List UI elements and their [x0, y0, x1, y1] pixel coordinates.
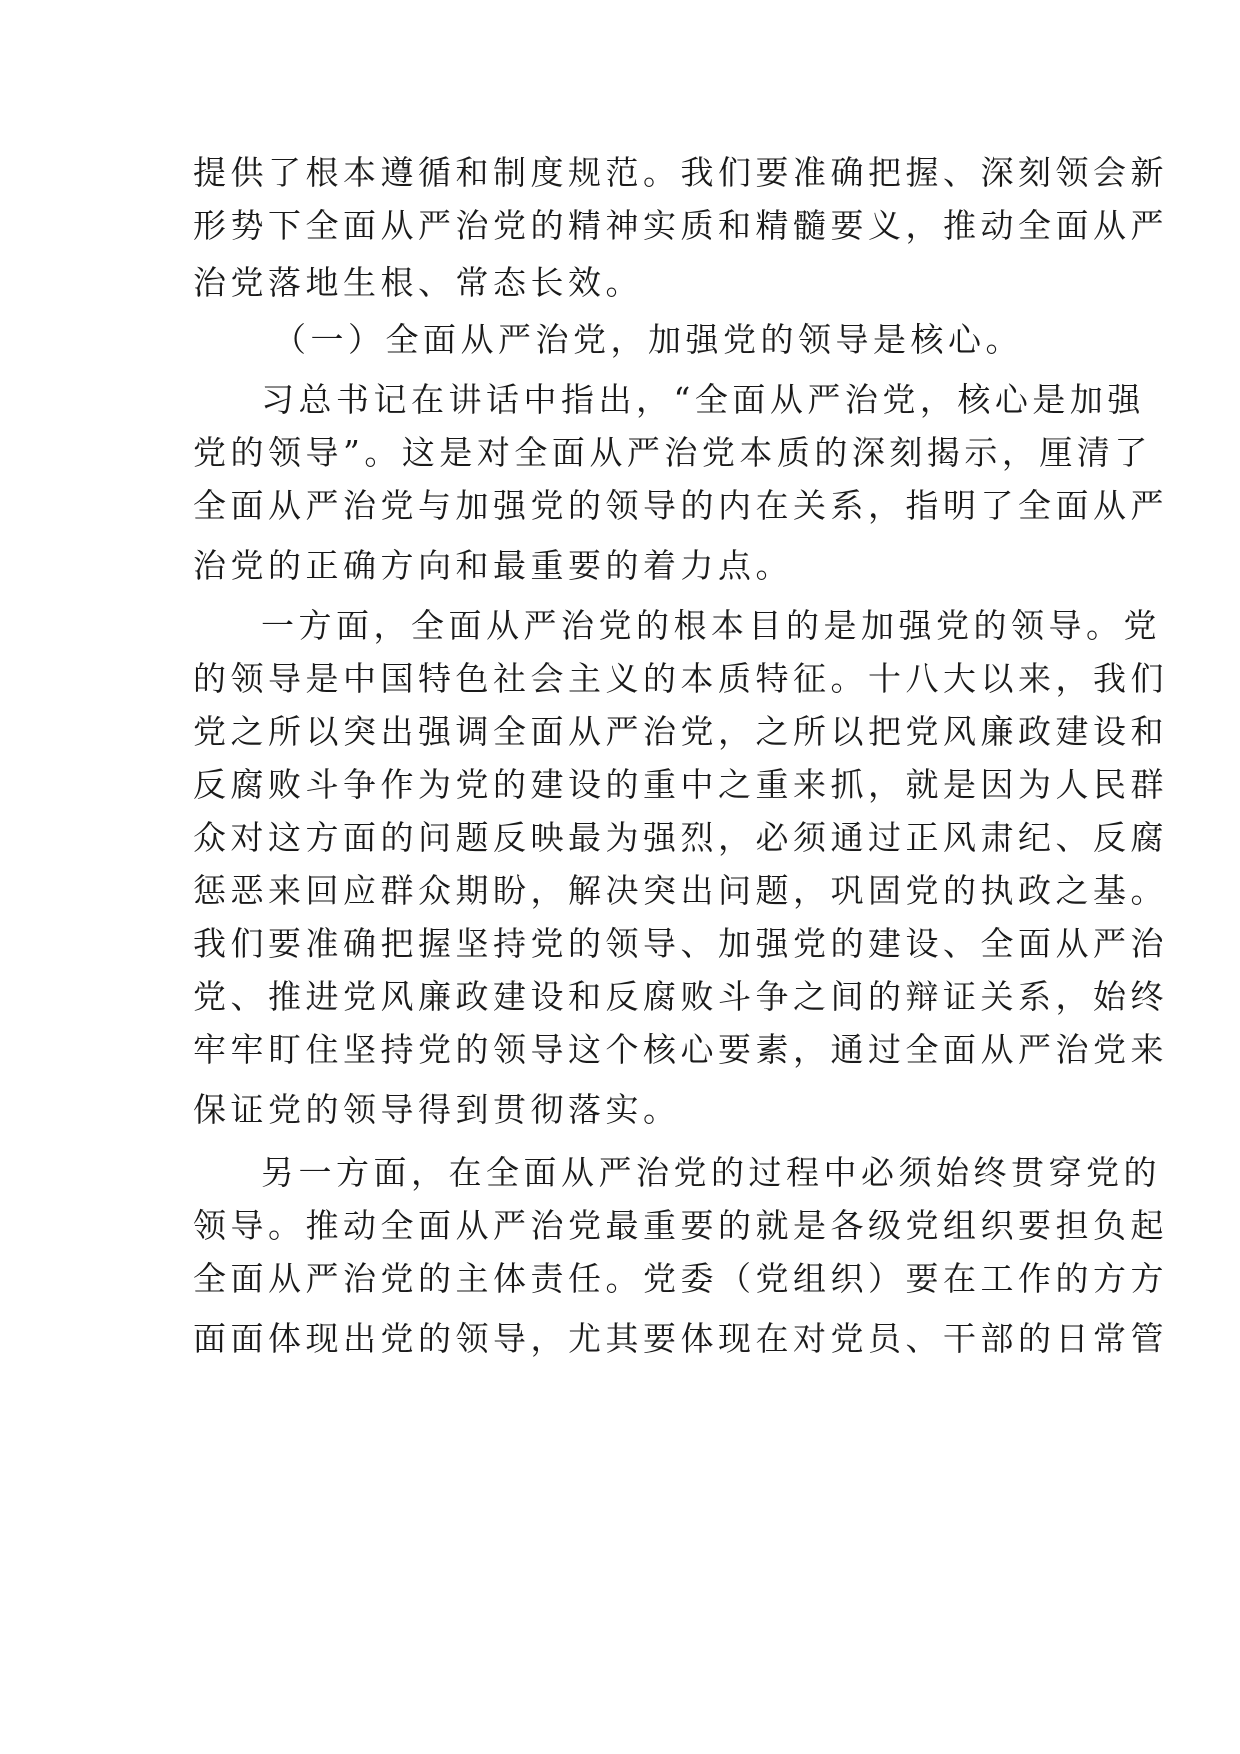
text-line: 习总书记在讲话中指出，“全面从严治党，核心是加强: [261, 380, 1145, 419]
text-line: 党的领导”。这是对全面从严治党本质的深刻揭示，厘清了: [193, 433, 1152, 472]
text-line: 反腐败斗争作为党的建设的重中之重来抓，就是因为人民群: [193, 765, 1168, 804]
section-heading: （一）全面从严治党，加强党的领导是核心。: [273, 320, 1023, 359]
text-line: 另一方面，在全面从严治党的过程中必须始终贯穿党的: [261, 1153, 1161, 1192]
text-line: 保证党的领导得到贯彻落实。: [193, 1090, 681, 1129]
text-line: 惩恶来回应群众期盼，解决突出问题，巩固党的执政之基。: [193, 871, 1168, 910]
text-line: 的领导是中国特色社会主义的本质特征。十八大以来，我们: [193, 659, 1168, 698]
text-line: 提供了根本遵循和制度规范。我们要准确把握、深刻领会新: [193, 153, 1168, 192]
text-line: 领导。推动全面从严治党最重要的就是各级党组织要担负起: [193, 1206, 1168, 1245]
text-line: 牢牢盯住坚持党的领导这个核心要素，通过全面从严治党来: [193, 1030, 1168, 1069]
text-line: 党、推进党风廉政建设和反腐败斗争之间的辩证关系，始终: [193, 977, 1168, 1016]
text-line: 形势下全面从严治党的精神实质和精髓要义，推动全面从严: [193, 206, 1168, 245]
text-line: 治党的正确方向和最重要的着力点。: [193, 546, 793, 585]
text-line: 全面从严治党与加强党的领导的内在关系，指明了全面从严: [193, 486, 1168, 525]
text-line: 我们要准确把握坚持党的领导、加强党的建设、全面从严治: [193, 924, 1168, 963]
text-line: 面面体现出党的领导，尤其要体现在对党员、干部的日常管: [193, 1319, 1168, 1358]
text-line: 党之所以突出强调全面从严治党，之所以把党风廉政建设和: [193, 712, 1168, 751]
text-line: 治党落地生根、常态长效。: [193, 263, 643, 302]
text-line: 全面从严治党的主体责任。党委（党组织）要在工作的方方: [193, 1259, 1168, 1298]
text-line: 众对这方面的问题反映最为强烈，必须通过正风肃纪、反腐: [193, 818, 1168, 857]
text-line: 一方面，全面从严治党的根本目的是加强党的领导。党: [261, 606, 1161, 645]
